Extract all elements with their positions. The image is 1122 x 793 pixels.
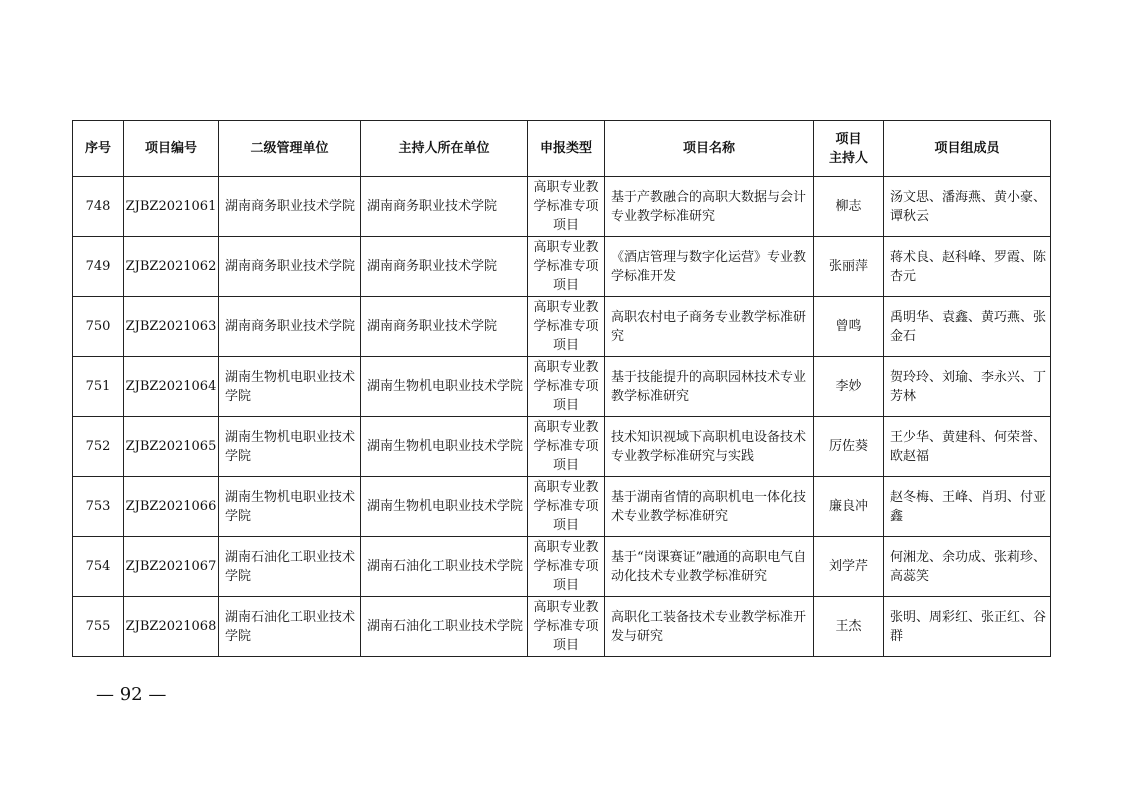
cell-host-unit: 湖南石油化工职业技术学院	[361, 537, 528, 597]
cell-host-unit: 湖南商务职业技术学院	[361, 177, 528, 237]
cell-host: 廉良冲	[814, 477, 884, 537]
cell-host-unit: 湖南商务职业技术学院	[361, 297, 528, 357]
cell-name: 基于湖南省情的高职机电一体化技术专业教学标准研究	[605, 477, 814, 537]
header-host-line2: 主持人	[828, 150, 868, 166]
cell-members: 王少华、黄建科、何荣誉、欧赵福	[884, 417, 1051, 477]
cell-code: ZJBZ2021067	[124, 537, 219, 597]
header-host-unit: 主持人所在单位	[361, 121, 528, 177]
header-members: 项目组成员	[884, 121, 1051, 177]
cell-members: 张明、周彩红、张正红、谷群	[884, 597, 1051, 657]
header-unit: 二级管理单位	[219, 121, 361, 177]
cell-unit: 湖南商务职业技术学院	[219, 177, 361, 237]
cell-type: 高职专业教学标准专项项目	[528, 297, 605, 357]
cell-seq: 752	[73, 417, 124, 477]
cell-members: 汤文思、潘海燕、黄小豪、谭秋云	[884, 177, 1051, 237]
cell-code: ZJBZ2021068	[124, 597, 219, 657]
cell-host-unit: 湖南生物机电职业技术学院	[361, 477, 528, 537]
header-host	[814, 121, 884, 177]
cell-type: 高职专业教学标准专项项目	[528, 417, 605, 477]
cell-name: 技术知识视域下高职机电设备技术专业教学标准研究与实践	[605, 417, 814, 477]
table-row	[73, 537, 1051, 597]
cell-seq: 755	[73, 597, 124, 657]
cell-unit: 湖南商务职业技术学院	[219, 297, 361, 357]
cell-host: 张丽萍	[814, 237, 884, 297]
cell-host: 刘学芹	[814, 537, 884, 597]
cell-unit: 湖南生物机电职业技术学院	[219, 477, 361, 537]
cell-code: ZJBZ2021061	[124, 177, 219, 237]
cell-host: 王杰	[814, 597, 884, 657]
cell-members: 蒋术良、赵科峰、罗霞、陈杏元	[884, 237, 1051, 297]
table-row	[73, 417, 1051, 477]
cell-host: 曾鸣	[814, 297, 884, 357]
cell-type: 高职专业教学标准专项项目	[528, 357, 605, 417]
header-name: 项目名称	[605, 121, 814, 177]
cell-type: 高职专业教学标准专项项目	[528, 597, 605, 657]
cell-type: 高职专业教学标准专项项目	[528, 237, 605, 297]
cell-name: 基于产教融合的高职大数据与会计专业教学标准研究	[605, 177, 814, 237]
cell-seq: 748	[73, 177, 124, 237]
cell-name: 《酒店管理与数字化运营》专业教学标准开发	[605, 237, 814, 297]
cell-name: 基于技能提升的高职园林技术专业教学标准研究	[605, 357, 814, 417]
page-number: — 92 —	[96, 684, 167, 705]
header-host-line1: 项目	[835, 131, 862, 147]
cell-members: 何湘龙、余功成、张莉珍、高蕊笑	[884, 537, 1051, 597]
cell-type: 高职专业教学标准专项项目	[528, 537, 605, 597]
cell-seq: 749	[73, 237, 124, 297]
cell-members: 赵冬梅、王峰、肖玥、付亚鑫	[884, 477, 1051, 537]
cell-code: ZJBZ2021065	[124, 417, 219, 477]
cell-unit: 湖南石油化工职业技术学院	[219, 597, 361, 657]
cell-seq: 750	[73, 297, 124, 357]
cell-seq: 753	[73, 477, 124, 537]
table-row	[73, 357, 1051, 417]
cell-members: 禹明华、袁鑫、黄巧燕、张金石	[884, 297, 1051, 357]
cell-seq: 754	[73, 537, 124, 597]
cell-unit: 湖南石油化工职业技术学院	[219, 537, 361, 597]
cell-members: 贺玲玲、刘瑜、李永兴、丁芳林	[884, 357, 1051, 417]
table-row	[73, 477, 1051, 537]
table-row	[73, 177, 1051, 237]
header-code: 项目编号	[124, 121, 219, 177]
header-seq: 序号	[73, 121, 124, 177]
cell-host-unit: 湖南生物机电职业技术学院	[361, 417, 528, 477]
cell-unit: 湖南商务职业技术学院	[219, 237, 361, 297]
table-row	[73, 597, 1051, 657]
cell-host: 李妙	[814, 357, 884, 417]
cell-host-unit: 湖南生物机电职业技术学院	[361, 357, 528, 417]
cell-name: 基于“岗课赛证”融通的高职电气自动化技术专业教学标准研究	[605, 537, 814, 597]
cell-type: 高职专业教学标准专项项目	[528, 477, 605, 537]
project-table	[72, 120, 1051, 657]
table-row	[73, 297, 1051, 357]
cell-type: 高职专业教学标准专项项目	[528, 177, 605, 237]
cell-code: ZJBZ2021064	[124, 357, 219, 417]
cell-seq: 751	[73, 357, 124, 417]
table-body	[73, 177, 1051, 657]
cell-unit: 湖南生物机电职业技术学院	[219, 357, 361, 417]
cell-host-unit: 湖南商务职业技术学院	[361, 237, 528, 297]
cell-host-unit: 湖南石油化工职业技术学院	[361, 597, 528, 657]
header-row	[73, 121, 1051, 177]
cell-host: 厉佐葵	[814, 417, 884, 477]
cell-name: 高职农村电子商务专业教学标准研究	[605, 297, 814, 357]
cell-host: 柳志	[814, 177, 884, 237]
table-header	[73, 121, 1051, 177]
cell-code: ZJBZ2021062	[124, 237, 219, 297]
header-type: 申报类型	[528, 121, 605, 177]
cell-code: ZJBZ2021066	[124, 477, 219, 537]
table-row	[73, 237, 1051, 297]
cell-code: ZJBZ2021063	[124, 297, 219, 357]
cell-unit: 湖南生物机电职业技术学院	[219, 417, 361, 477]
cell-name: 高职化工装备技术专业教学标准开发与研究	[605, 597, 814, 657]
